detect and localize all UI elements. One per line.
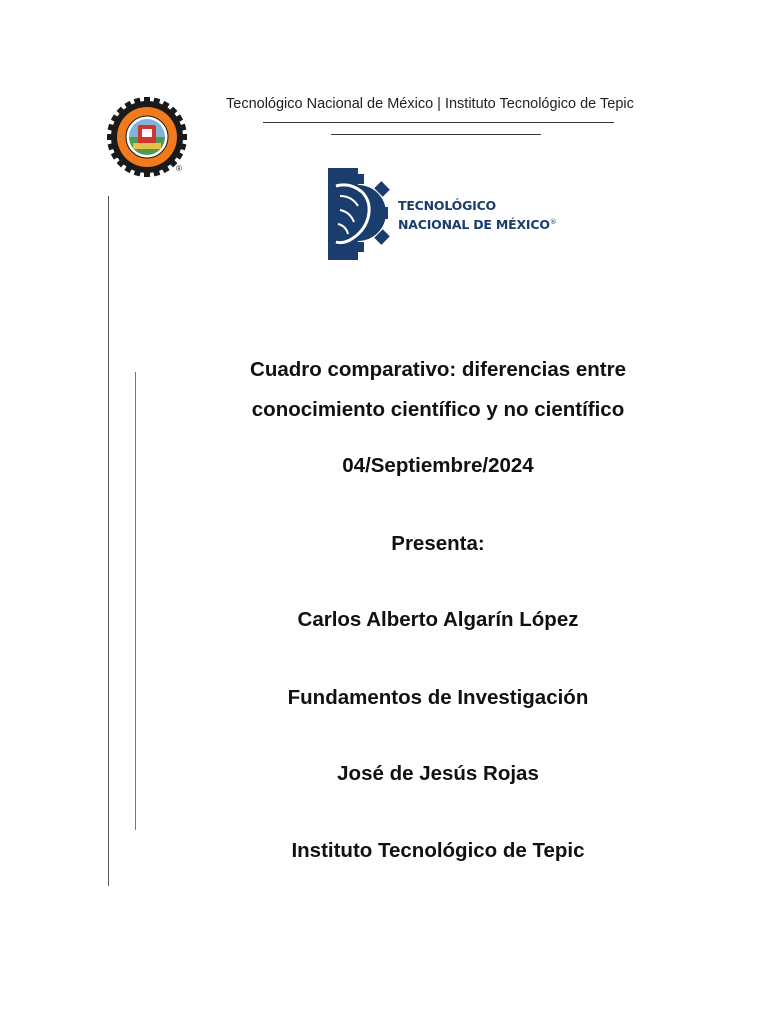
tecnm-gear-icon: [328, 168, 390, 260]
subject-name: Fundamentos de Investigación: [287, 686, 589, 709]
institute-seal-logo: [107, 97, 187, 177]
teacher-name: José de Jesús Rojas: [337, 762, 539, 785]
tecnm-line-1: TECNOLÓGICO: [398, 198, 496, 213]
left-border-line: [108, 196, 109, 886]
inner-border-line: [135, 372, 136, 830]
institution-header: Tecnológico Nacional de México | Instituto Tecnológico de Tepic: [226, 96, 634, 112]
header-rule-short: [331, 134, 541, 135]
header-rule-long: [263, 122, 614, 123]
tecnm-line-2: [398, 214, 557, 233]
tecnm-line-2-text: NACIONAL DE MÉXICO: [398, 217, 550, 233]
document-date: 04/Septiembre/2024: [342, 454, 534, 477]
seal-registered-mark: ®: [176, 164, 182, 173]
presenta-label: Presenta:: [391, 532, 485, 555]
title-line-1: Cuadro comparativo: diferencias entre: [250, 358, 626, 381]
tecnm-registered-mark: ®: [549, 218, 557, 226]
author-name: Carlos Alberto Algarín López: [297, 608, 579, 631]
title-line-2: conocimiento científico y no científico: [251, 398, 625, 421]
document-title: [200, 350, 676, 430]
institute-name: Instituto Tecnológico de Tepic: [291, 839, 585, 862]
tecnm-wordmark: [398, 197, 557, 233]
